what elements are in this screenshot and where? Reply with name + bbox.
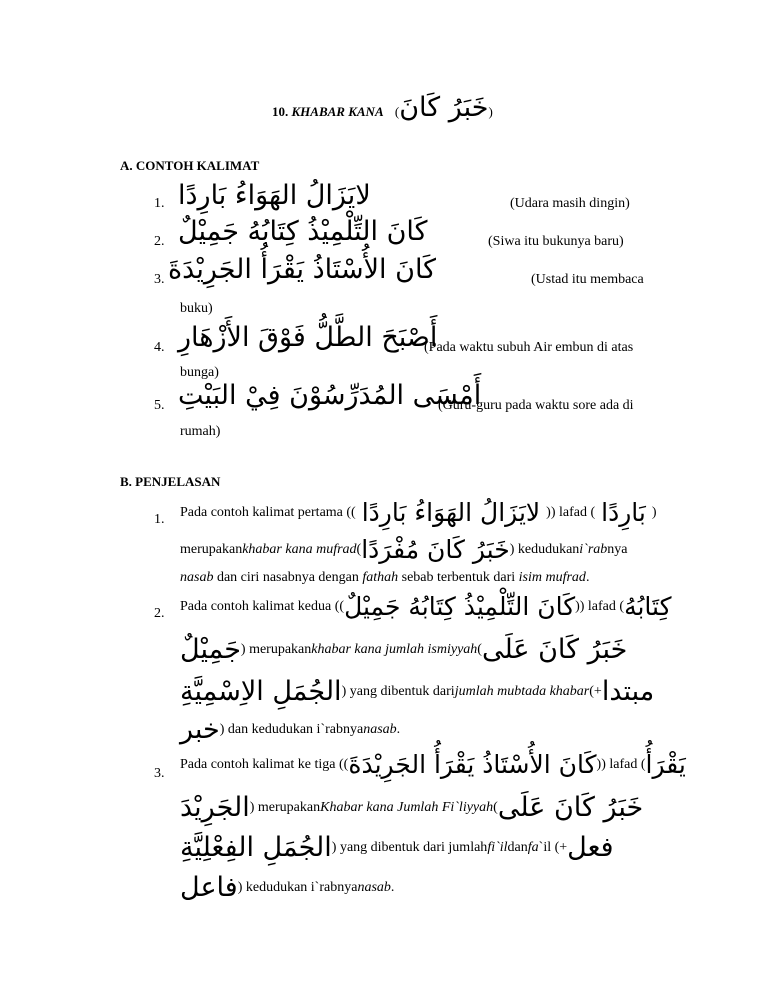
- title-number: 10.: [272, 104, 289, 119]
- example-4-arabic: أَصْبَحَ الطَّلُّ فَوْقَ الأَزْهَارِ: [178, 322, 438, 353]
- p1-l1a: Pada contoh kalimat pertama ((: [180, 504, 356, 520]
- example-5-arabic: أَمْسَى المُدَرِّسُوْنَ فِيْ البَيْتِ: [178, 380, 482, 411]
- p3-line2: [180, 792, 656, 823]
- p1-l2ar: خَبَرُ كَانَ مُفْرَدًا: [361, 535, 510, 564]
- p1-l2i: khabar kana mufrad: [242, 541, 357, 557]
- example-1-gloss: (Udara masih dingin): [510, 196, 630, 211]
- p3-l1ar: كَانَ الأُسْتَاذُ يَقْرَأُ الجَرِيْدَةَ: [348, 750, 597, 779]
- example-3-gloss: (Ustad itu membaca: [531, 272, 644, 287]
- p1-num: 1.: [154, 512, 165, 527]
- p1-l2i2: i`rab: [579, 541, 608, 557]
- example-1-arabic: لايَزَالُ الهَوَاءُ بَارِدًا: [178, 180, 371, 211]
- title-text: KHABAR KANA: [291, 104, 384, 119]
- p2-line3: [180, 676, 656, 707]
- p2-l1b: )) lafad (: [575, 598, 625, 614]
- p3-l4b: .: [390, 879, 395, 895]
- p3-l1b: )) lafad (: [596, 756, 646, 772]
- p3-l3a: ) yang dibentuk dari jumlah: [331, 839, 488, 855]
- title-arabic: خَبَرُ كَانَ: [399, 92, 489, 123]
- p1-l3i: nasab: [180, 570, 214, 585]
- p2-l1ar2: كِتَابُهُ: [624, 592, 672, 621]
- p3-l3i2: fa: [527, 839, 539, 855]
- example-3-num: 3.: [154, 272, 165, 287]
- title-open: (: [394, 104, 400, 119]
- section-a-heading: A. CONTOH KALIMAT: [120, 158, 260, 173]
- p3-l1a: Pada contoh kalimat ke tiga ((: [180, 756, 349, 772]
- p3-l3c: `il (+: [538, 839, 568, 855]
- p1-l1ar2: بَارِدًا: [601, 498, 646, 527]
- p2-l3ar: الجُمَلِ الاِسْمِيَّةِ: [180, 676, 342, 707]
- example-3-cont: buku): [180, 301, 213, 316]
- p2-l3ar2: مبتدا: [601, 676, 655, 707]
- p2-line4: [180, 714, 656, 745]
- p2-l2ar2: خَبَرُ كَانَ عَلَى: [481, 634, 628, 665]
- example-5-cont: rumah): [180, 424, 221, 439]
- title-close: ): [488, 104, 493, 119]
- example-4-cont: bunga): [180, 365, 219, 380]
- p2-l1ar: كَانَ التِّلْمِيْذُ كِتَابُهُ جَمِيْلٌ: [344, 592, 576, 621]
- p1-l1b: )) lafad (: [546, 504, 596, 520]
- p3-l3ar2: فعل: [567, 832, 614, 863]
- p1-l2d: nya: [607, 541, 628, 557]
- example-2-gloss: (Siwa itu bukunya baru): [488, 234, 624, 249]
- p3-l2i: Khabar kana Jumlah Fi`liyyah: [320, 799, 494, 815]
- example-5-num: 5.: [154, 398, 165, 413]
- p2-l2ar: جَمِيْلٌ: [180, 634, 241, 665]
- p3-l2a: ) merupakan: [249, 799, 321, 815]
- p3-num: 3.: [154, 766, 165, 781]
- example-3-arabic: كَانَ الأُسْتَاذُ يَقْرَأُ الجَرِيْدَةَ: [168, 254, 437, 285]
- p3-l1ar2: يَقْرَأُ: [645, 750, 686, 779]
- p3-line4: [180, 872, 656, 903]
- example-2-num: 2.: [154, 234, 165, 249]
- p2-l4i: nasab: [363, 721, 397, 737]
- page-title: [272, 92, 493, 123]
- p3-l2ar: الجَرِيْدَ: [180, 792, 250, 823]
- p1-l2a: merupakan: [180, 541, 243, 557]
- p2-num: 2.: [154, 606, 165, 621]
- example-4-gloss: (Pada waktu subuh Air embun di atas: [424, 340, 634, 355]
- p1-l2b: (: [356, 541, 362, 557]
- p3-l2b: (: [493, 799, 498, 815]
- section-b-heading: B. PENJELASAN: [120, 474, 221, 489]
- p1-l3b: sebab terbentuk dari: [398, 570, 519, 585]
- example-4-num: 4.: [154, 340, 165, 355]
- p2-l3b: (+: [589, 683, 602, 699]
- p1-l2c: ) kedudukan: [509, 541, 580, 557]
- p3-l3i: fi`il: [487, 839, 508, 855]
- example-2-arabic: كَانَ التِّلْمِيْذُ كِتَابُهُ جَمِيْلٌ: [178, 216, 428, 247]
- p3-line3: [180, 832, 656, 863]
- p1-l1ar: لايَزَالُ الهَوَاءُ بَارِدًا: [361, 498, 541, 527]
- p2-l4a: ) dan kedudukan i`rabnya: [219, 721, 364, 737]
- p1-l3c: .: [585, 570, 590, 585]
- p2-l4b: .: [396, 721, 401, 737]
- p1-l3i3: isim mufrad: [518, 570, 586, 585]
- p3-l2ar2: خَبَرُ كَانَ عَلَى: [497, 792, 644, 823]
- p2-line1: [180, 592, 672, 621]
- p3-l4a: ) kedudukan i`rabnya: [237, 879, 358, 895]
- p3-l3b: dan: [507, 839, 528, 855]
- p2-l4ar: خبر: [180, 714, 220, 745]
- example-1-num: 1.: [154, 196, 165, 211]
- p1-line1: [180, 498, 656, 527]
- p2-l3a: ) yang dibentuk dari: [341, 683, 455, 699]
- p2-line2: [180, 634, 656, 665]
- p1-l3a: dan ciri nasabnya dengan: [213, 570, 363, 585]
- p2-l2a: ) merupakan: [240, 641, 312, 657]
- p3-line1: [180, 750, 686, 779]
- p3-l4ar: فاعل: [180, 872, 238, 903]
- p2-l3i: jumlah mubtada khabar: [454, 683, 590, 699]
- p2-l2b: (: [477, 641, 482, 657]
- p1-line3: [180, 570, 589, 586]
- p2-l1a: Pada contoh kalimat kedua ((: [180, 598, 345, 614]
- example-5-gloss: (Guru-guru pada waktu sore ada di: [438, 398, 634, 413]
- p1-l3i2: fathah: [362, 570, 399, 585]
- p2-l2i: khabar kana jumlah ismiyyah: [311, 641, 478, 657]
- p3-l3ar: الجُمَلِ الفِعْلِيَّةِ: [180, 832, 332, 863]
- p3-l4i: nasab: [357, 879, 391, 895]
- p1-line2: [180, 535, 656, 564]
- p1-l1c: ): [651, 504, 657, 520]
